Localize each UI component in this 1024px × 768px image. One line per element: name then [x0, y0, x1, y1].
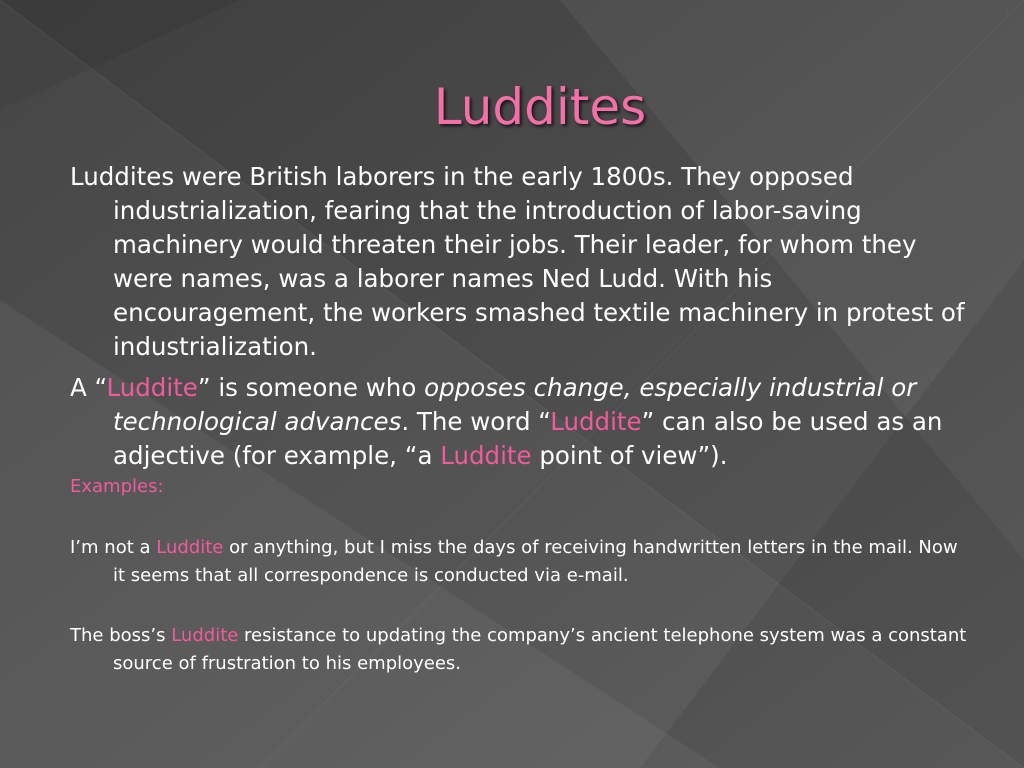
text-span: . The word “	[401, 407, 551, 436]
luddite-term: Luddite	[106, 373, 198, 402]
text-span: The boss’s	[70, 625, 172, 646]
slide-body	[70, 160, 970, 678]
paragraph-meaning	[70, 371, 970, 473]
text-span: resistance to updating the company’s ancient telephone system was a constant source of frustration to his employees.	[113, 625, 967, 674]
luddite-term: Luddite	[550, 407, 642, 436]
example-sentence-2	[70, 622, 970, 678]
luddite-term: Luddite	[171, 625, 239, 646]
text-span: ” is someone who	[197, 373, 425, 402]
luddite-term: Luddite	[440, 441, 532, 470]
definition-italic: opposes change, especially industrial or technological advances	[113, 373, 917, 436]
examples-label: Examples:	[70, 476, 164, 497]
paragraph-definition-history: Luddites were British laborers in the early 1800s. They opposed industrialization, fearing that the introduction of labor-saving machinery would threaten their jobs. Their leader, for whom they were names, was a laborer names Ned Ludd. With his encouragement, the workers smashed textile machinery in protest of industrialization.	[70, 162, 965, 361]
text-span: point of view”).	[531, 441, 728, 470]
text-span: or anything, but I miss the days of receiving handwritten letters in the mail. Now it seems that all correspondence is conducted via e-mail.	[113, 537, 958, 586]
text-span: A “	[70, 373, 107, 402]
example-sentence-1	[70, 534, 970, 590]
text-span: ” can also be used as an adjective (for example, “a	[113, 407, 943, 470]
text-span: I’m not a	[70, 537, 157, 558]
slide-title: Luddites	[433, 78, 647, 136]
luddite-term: Luddite	[156, 537, 224, 558]
